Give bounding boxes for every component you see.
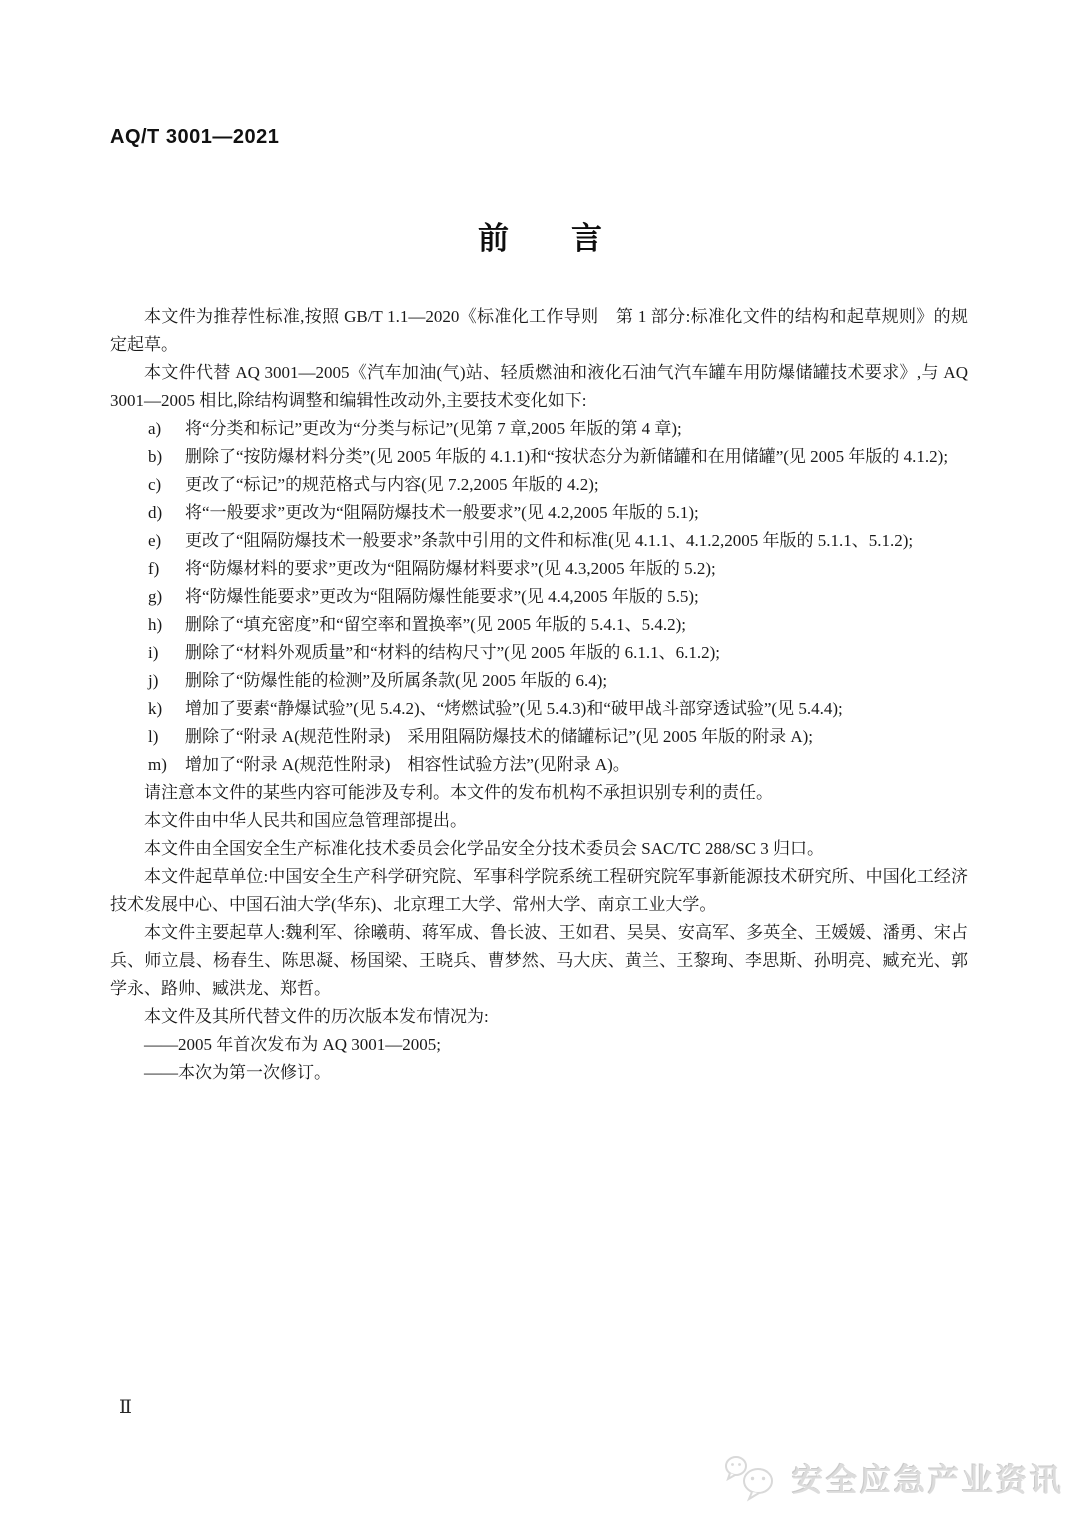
list-item-text: 将“分类和标记”更改为“分类与标记”(见第 7 章,2005 年版的第 4 章);	[185, 419, 682, 438]
list-item-text: 更改了“阻隔防爆技术一般要求”条款中引用的文件和标准(见 4.1.1、4.1.2,2005 年版的 5.1.1、5.1.2);	[185, 531, 914, 550]
page-title: 前 言	[478, 221, 602, 256]
list-item	[110, 415, 968, 443]
main-drafters: 本文件主要起草人:魏利军、徐曦萌、蒋军成、鲁长波、王如君、吴昊、安高军、多英全、王媛媛、潘勇、宋占兵、师立晨、杨春生、陈思凝、杨国梁、王晓兵、曹梦然、马大庆、黄兰、王黎珣、李思斯、孙明亮、臧充光、郭学永、路帅、臧洪龙、郑哲。	[110, 923, 968, 998]
list-item-text: 删除了“按防爆材料分类”(见 2005 年版的 4.1.1)和“按状态分为新储罐和在用储罐”(见 2005 年版的 4.1.2);	[185, 447, 949, 466]
list-item	[110, 751, 968, 779]
history-entry: ——2005 年首次发布为 AQ 3001—2005;	[144, 1035, 442, 1054]
watermark	[722, 1452, 1064, 1502]
list-item	[110, 583, 968, 611]
list-item-label: g)	[148, 587, 163, 606]
list-item	[110, 499, 968, 527]
patent-note: 请注意本文件的某些内容可能涉及专利。本文件的发布机构不承担识别专利的责任。	[144, 783, 773, 802]
centralized-by-note: 本文件由全国安全生产标准化技术委员会化学品安全分技术委员会 SAC/TC 288/SC 3 归口。	[144, 839, 825, 858]
proposed-by-note: 本文件由中华人民共和国应急管理部提出。	[144, 811, 467, 830]
list-item	[110, 639, 968, 667]
list-item-label: m)	[148, 755, 167, 774]
list-item	[110, 443, 968, 471]
list-item-text: 删除了“防爆性能的检测”及所属条款(见 2005 年版的 6.4);	[185, 671, 608, 690]
technical-changes-list	[110, 415, 968, 779]
list-item-text: 将“防爆材料的要求”更改为“阻隔防爆材料要求”(见 4.3,2005 年版的 5.2);	[185, 559, 716, 578]
list-item-text: 删除了“附录 A(规范性附录) 采用阻隔防爆技术的储罐标记”(见 2005 年版的附录 A);	[185, 727, 814, 746]
list-item-label: e)	[148, 531, 162, 550]
drafting-organizations: 本文件起草单位:中国安全生产科学研究院、军事科学院系统工程研究院军事新能源技术研究所、中国化工经济技术发展中心、中国石油大学(华东)、北京理工大学、常州大学、南京工业大学。	[110, 867, 968, 914]
list-item-label: c)	[148, 475, 162, 494]
list-item-text: 删除了“材料外观质量”和“材料的结构尺寸”(见 2005 年版的 6.1.1、6.1.2);	[185, 643, 720, 662]
list-item-label: k)	[148, 699, 163, 718]
list-item-text: 删除了“填充密度”和“留空率和置换率”(见 2005 年版的 5.4.1、5.4.2);	[185, 615, 686, 634]
list-item	[110, 667, 968, 695]
list-item	[110, 695, 968, 723]
list-item-text: 增加了“附录 A(规范性附录) 相容性试验方法”(见附录 A)。	[185, 755, 630, 774]
list-item-label: f)	[148, 559, 160, 578]
list-item	[110, 723, 968, 751]
list-item-text: 将“一般要求”更改为“阻隔防爆技术一般要求”(见 4.2,2005 年版的 5.1);	[185, 503, 699, 522]
wechat-icon	[722, 1452, 784, 1502]
replacement-paragraph: 本文件代替 AQ 3001—2005《汽车加油(气)站、轻质燃油和液化石油气汽车罐车用防爆储罐技术要求》,与 AQ 3001—2005 相比,除结构调整和编辑性改动外,主要技术变化如下:	[110, 363, 968, 410]
list-item-text: 增加了要素“静爆试验”(见 5.4.2)、“烤燃试验”(见 5.4.3)和“破甲战斗部穿透试验”(见 5.4.4);	[185, 699, 843, 718]
list-item	[110, 555, 968, 583]
intro-paragraph: 本文件为推荐性标准,按照 GB/T 1.1—2020《标准化工作导则 第 1 部分:标准化文件的结构和起草规则》的规定起草。	[110, 307, 968, 354]
list-item-label: j)	[148, 671, 159, 690]
list-item-label: l)	[148, 727, 159, 746]
history-entry: ——本次为第一次修订。	[144, 1063, 331, 1082]
list-item-label: i)	[148, 643, 159, 662]
standard-number: AQ/T 3001—2021	[110, 126, 280, 148]
list-item-label: h)	[148, 615, 163, 634]
list-item-label: b)	[148, 447, 163, 466]
list-item-text: 将“防爆性能要求”更改为“阻隔防爆性能要求”(见 4.4,2005 年版的 5.5);	[185, 587, 699, 606]
list-item	[110, 471, 968, 499]
list-item	[110, 611, 968, 639]
history-intro: 本文件及其所代替文件的历次版本发布情况为:	[144, 1007, 489, 1026]
list-item	[110, 527, 968, 555]
list-item-text: 更改了“标记”的规范格式与内容(见 7.2,2005 年版的 4.2);	[185, 475, 599, 494]
page-number: Ⅱ	[119, 1397, 132, 1418]
list-item-label: d)	[148, 503, 163, 522]
foreword-body	[110, 303, 968, 1087]
watermark-text: 安全应急产业资讯	[792, 1462, 1064, 1498]
list-item-label: a)	[148, 419, 162, 438]
